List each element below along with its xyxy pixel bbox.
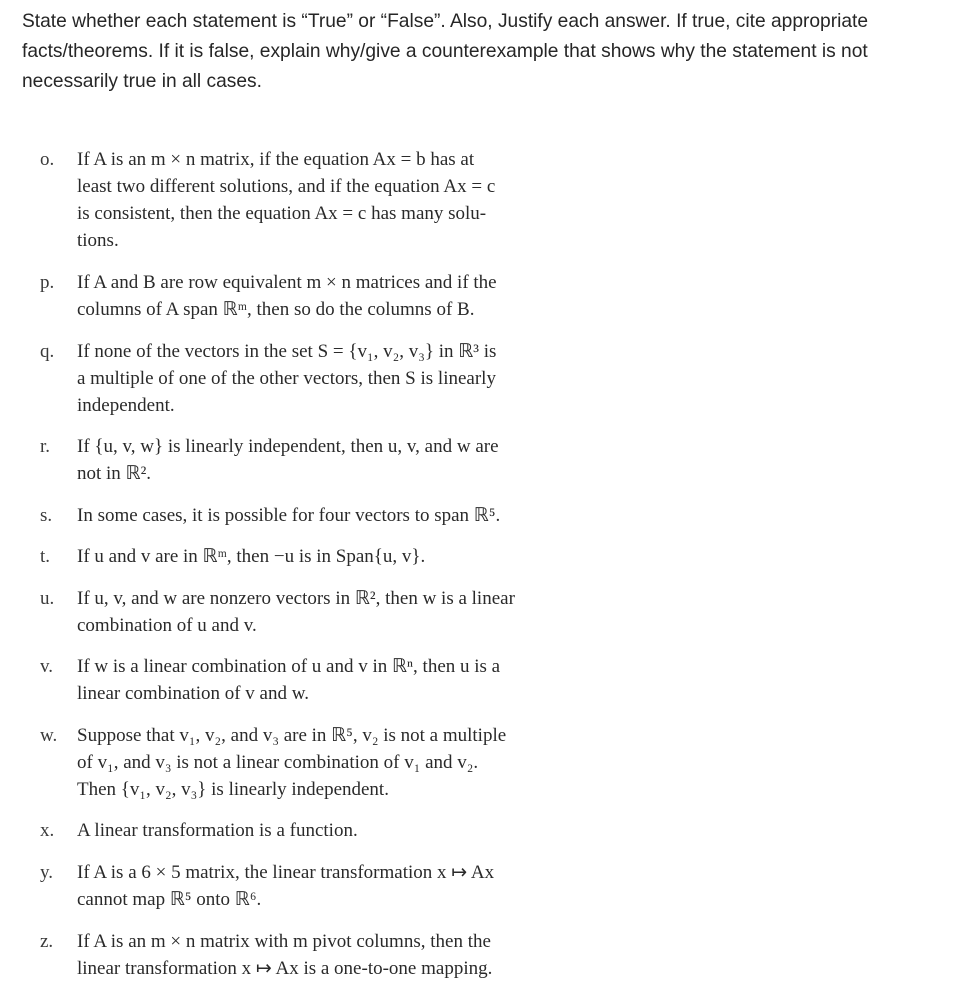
statement-line: If A is a 6 × 5 matrix, the linear transformation x ↦ Ax [77, 862, 495, 883]
statement-line: If u and v are in ℝᵐ, then −u is in Span{u, v}. [77, 546, 426, 567]
item-letter: u. [40, 588, 55, 609]
item-statement [77, 338, 577, 419]
item-letter: q. [40, 341, 55, 362]
statement-line: If {u, v, w} is linearly independent, then u, v, and w are [77, 436, 499, 457]
item-letter: s. [40, 505, 53, 526]
statement-line: If u, v, and w are nonzero vectors in ℝ², then w is a linear [77, 588, 515, 609]
item-statement [77, 585, 577, 639]
statement-line: columns of A span ℝᵐ, then so do the columns of B. [77, 299, 475, 320]
statement-line: cannot map ℝ⁵ onto ℝ⁶. [77, 889, 262, 910]
item-letter: v. [40, 656, 54, 677]
statement-line: If A is an m × n matrix with m pivot columns, then the [77, 931, 491, 952]
statement-line: combination of u and v. [77, 615, 257, 636]
statement-line: Suppose that v₁, v₂, and v₃ are in ℝ⁵, v₂ is not a multiple [77, 725, 507, 746]
statement-line: least two different solutions, and if the equation Ax = c [77, 176, 496, 197]
statement-line: linear combination of v and w. [77, 683, 309, 704]
statement-line: If A and B are row equivalent m × n matrices and if the [77, 272, 497, 293]
statement-line: If A is an m × n matrix, if the equation Ax = b has at [77, 149, 475, 170]
instructions-text: State whether each statement is “True” or “False”. Also, Justify each answer. If true, cite appropriate facts/theorems. If it is false, explain why/give a counterexample that shows why the statement is not necessarily true in all cases. [22, 11, 869, 92]
item-statement [77, 859, 577, 913]
statement-line: linear transformation x ↦ Ax is a one-to-one mapping. [77, 958, 493, 979]
item-statement [77, 928, 577, 982]
item-letter: r. [40, 436, 51, 457]
statement-line: A linear transformation is a function. [77, 820, 358, 841]
item-statement [77, 269, 577, 323]
item-letter: z. [40, 931, 54, 952]
item-statement [77, 146, 577, 254]
item-statement [77, 543, 577, 570]
item-statement [77, 433, 577, 487]
item-statement [77, 653, 577, 707]
statement-line: is consistent, then the equation Ax = c has many solu- [77, 203, 487, 224]
statement-line: In some cases, it is possible for four vectors to span ℝ⁵. [77, 505, 501, 526]
item-letter: p. [40, 272, 55, 293]
item-letter: t. [40, 546, 51, 567]
statement-line: a multiple of one of the other vectors, then S is linearly [77, 368, 496, 389]
statement-line: not in ℝ². [77, 463, 152, 484]
item-statement [77, 722, 577, 803]
item-letter: x. [40, 820, 55, 841]
statement-line: Then {v₁, v₂, v₃} is linearly independent. [77, 779, 389, 800]
statement-line: independent. [77, 395, 175, 416]
item-statement [77, 502, 577, 529]
statement-line: of v₁, and v₃ is not a linear combination of v₁ and v₂. [77, 752, 479, 773]
statement-line: tions. [77, 230, 119, 251]
item-letter: y. [40, 862, 54, 883]
item-letter: o. [40, 149, 55, 170]
statement-line: If w is a linear combination of u and v in ℝⁿ, then u is a [77, 656, 501, 677]
item-letter: w. [40, 725, 58, 746]
item-statement [77, 817, 577, 844]
statement-line: If none of the vectors in the set S = {v₁, v₂, v₃} in ℝ³ is [77, 341, 497, 362]
